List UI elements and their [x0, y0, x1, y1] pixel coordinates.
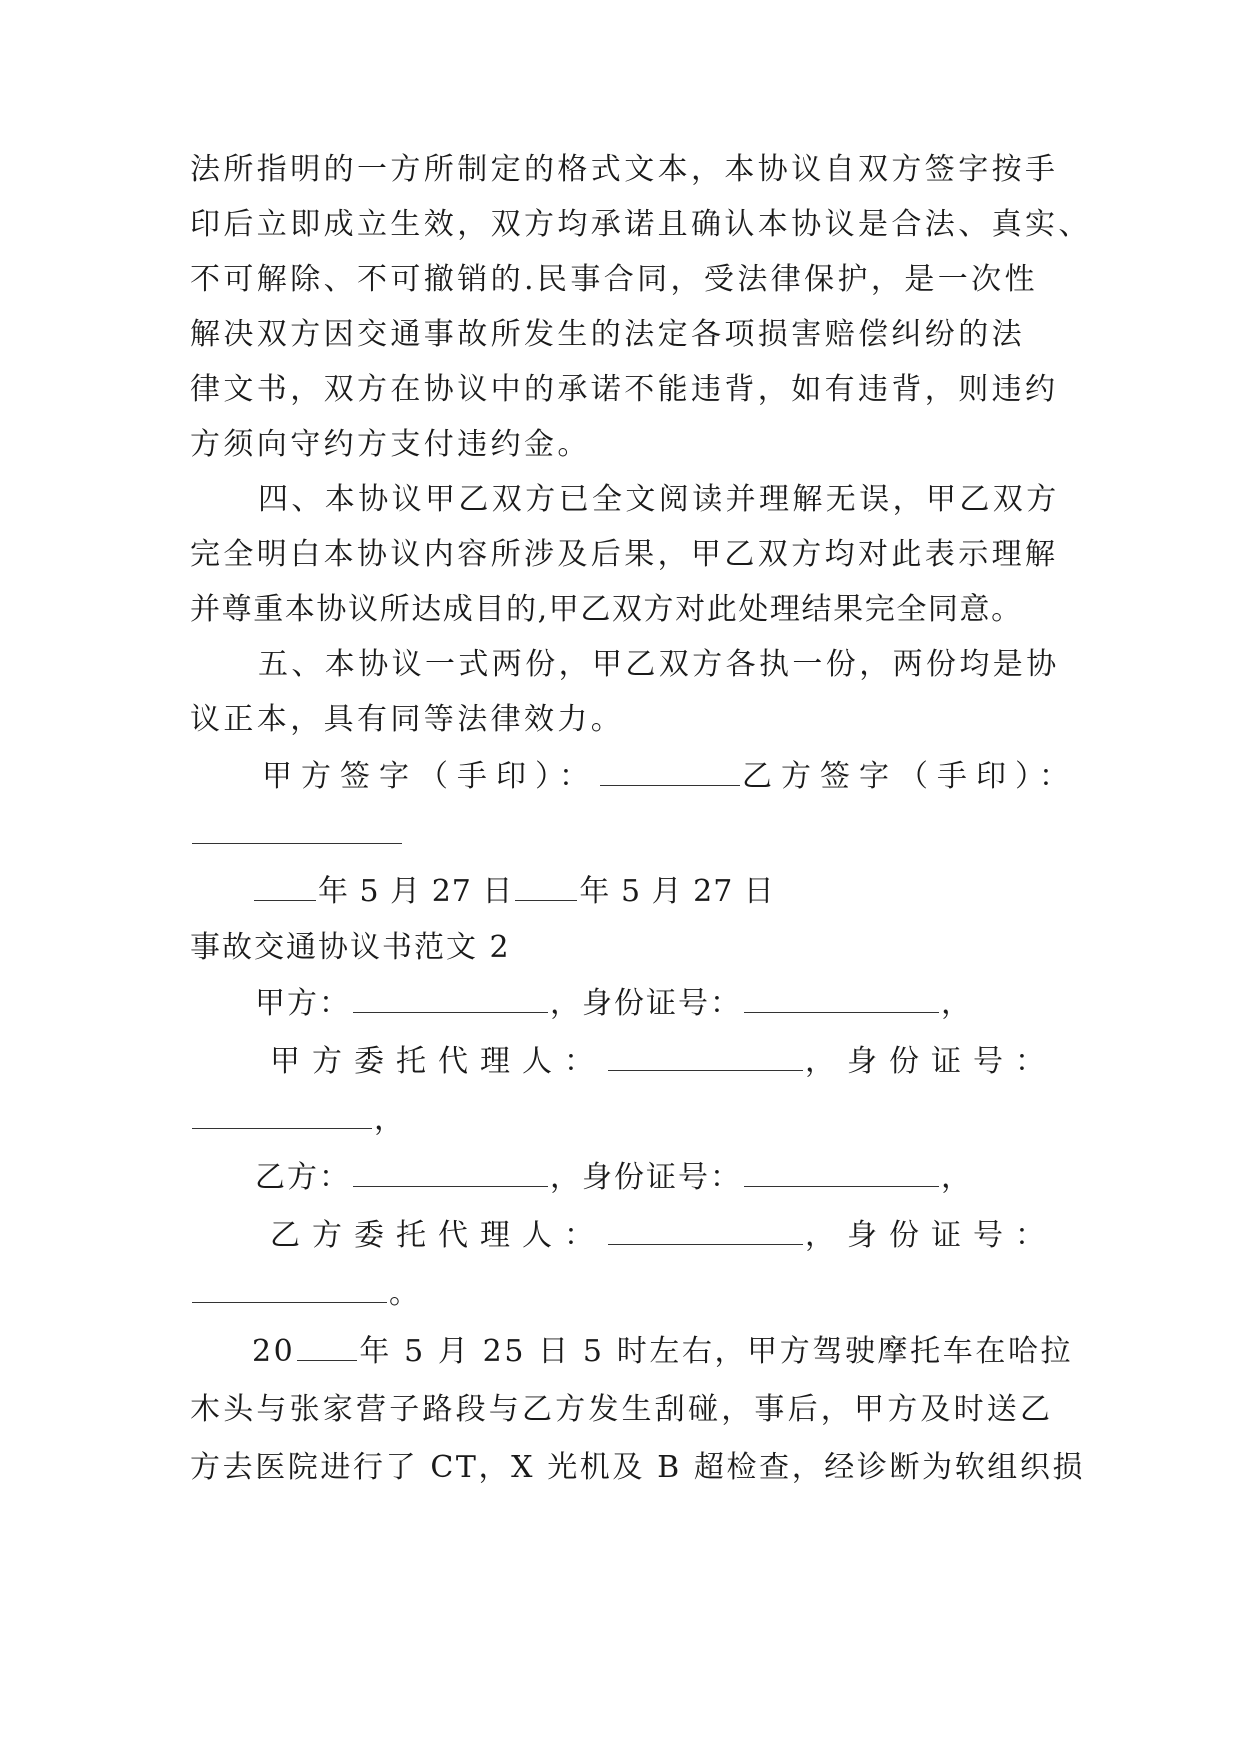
party-b-agent-id-line — [190, 1274, 1050, 1314]
paragraph-line: 解决双方因交通事故所发生的法定各项损害赔偿纠纷的法 — [190, 317, 1025, 352]
party-a-agent-id-blank[interactable] — [192, 1102, 372, 1129]
party-b-label: 乙方： — [255, 1160, 351, 1195]
section-title: 事故交通协议书范文 2 — [190, 930, 511, 965]
year-blank-a[interactable] — [254, 874, 316, 901]
party-a-agent-label: 甲方委托代理人： — [270, 1044, 606, 1079]
clause-four-line: 四、本协议甲乙双方已全文阅读并理解无误，甲乙双方 — [258, 482, 1060, 517]
paragraph-line: 不可解除、不可撤销的.民事合同，受法律保护，是一次性 — [190, 262, 1038, 297]
date-line — [252, 872, 1112, 912]
party-b-agent-line — [270, 1216, 1130, 1256]
accident-line — [252, 1332, 1112, 1372]
party-a-agent-line — [270, 1042, 1130, 1082]
party-b-name-blank[interactable] — [353, 1160, 548, 1187]
accident-year-blank[interactable] — [297, 1334, 357, 1361]
party-a-name-blank[interactable] — [353, 986, 548, 1013]
id-label-spaced: ，身份证号： — [805, 1044, 1057, 1079]
year-prefix: 20 — [252, 1334, 296, 1369]
period: 。 — [389, 1276, 423, 1311]
party-a-agent-id-line — [190, 1100, 1050, 1140]
party-a-agent-blank[interactable] — [608, 1044, 803, 1071]
party-b-agent-blank[interactable] — [608, 1218, 803, 1245]
party-b-signature-line — [190, 815, 1050, 855]
comma: ， — [941, 1160, 973, 1195]
party-a-line — [255, 984, 1115, 1024]
party-b-signature-blank[interactable] — [192, 817, 402, 844]
date-b: 年 5 月 27 日 — [579, 874, 775, 909]
signature-line — [262, 757, 1078, 797]
clause-five-line: 五、本协议一式两份，甲乙双方各执一份，两份均是协 — [258, 647, 1060, 682]
party-a-label: 甲方： — [255, 986, 351, 1021]
id-label: ，身份证号： — [550, 986, 742, 1021]
paragraph-line: 法所指明的一方所制定的格式文本，本协议自双方签字按手 — [190, 152, 1059, 187]
party-a-signature-label: 甲方签字（手印）： — [262, 759, 598, 794]
paragraph-line: 并尊重本协议所达成目的,甲乙双方对此处理结果完全同意。 — [190, 592, 1023, 627]
paragraph-line: 完全明白本协议内容所涉及后果，甲乙双方均对此表示理解 — [190, 537, 1059, 572]
paragraph-line: 律文书，双方在协议中的承诺不能违背，如有违背，则违约 — [190, 372, 1059, 407]
comma: ， — [374, 1102, 408, 1137]
party-b-signature-label: 乙方签字（手印）： — [742, 759, 1078, 794]
accident-line-text: 年 5 月 25 日 5 时左右，甲方驾驶摩托车在哈拉 — [359, 1334, 1074, 1369]
paragraph-line: 议正本，具有同等法律效力。 — [190, 702, 625, 737]
party-b-line — [255, 1158, 1115, 1198]
party-a-id-blank[interactable] — [744, 986, 939, 1013]
id-label: ，身份证号： — [550, 1160, 742, 1195]
party-b-id-blank[interactable] — [744, 1160, 939, 1187]
party-b-agent-label: 乙方委托代理人： — [270, 1218, 606, 1253]
paragraph-line: 方去医院进行了 CT，X 光机及 B 超检查，经诊断为软组织损 — [190, 1450, 1086, 1485]
party-b-agent-id-blank[interactable] — [192, 1276, 387, 1303]
id-label-spaced: ，身份证号： — [805, 1218, 1057, 1253]
paragraph-line: 木头与张家营子路段与乙方发生刮碰，事后，甲方及时送乙 — [190, 1392, 1054, 1427]
party-a-signature-blank[interactable] — [600, 759, 740, 786]
paragraph-line: 方须向守约方支付违约金。 — [190, 427, 591, 462]
comma: ， — [941, 986, 973, 1021]
paragraph-line: 印后立即成立生效，双方均承诺且确认本协议是合法、真实、 — [190, 207, 1092, 242]
date-a: 年 5 月 27 日 — [318, 874, 514, 909]
year-blank-b[interactable] — [515, 874, 577, 901]
